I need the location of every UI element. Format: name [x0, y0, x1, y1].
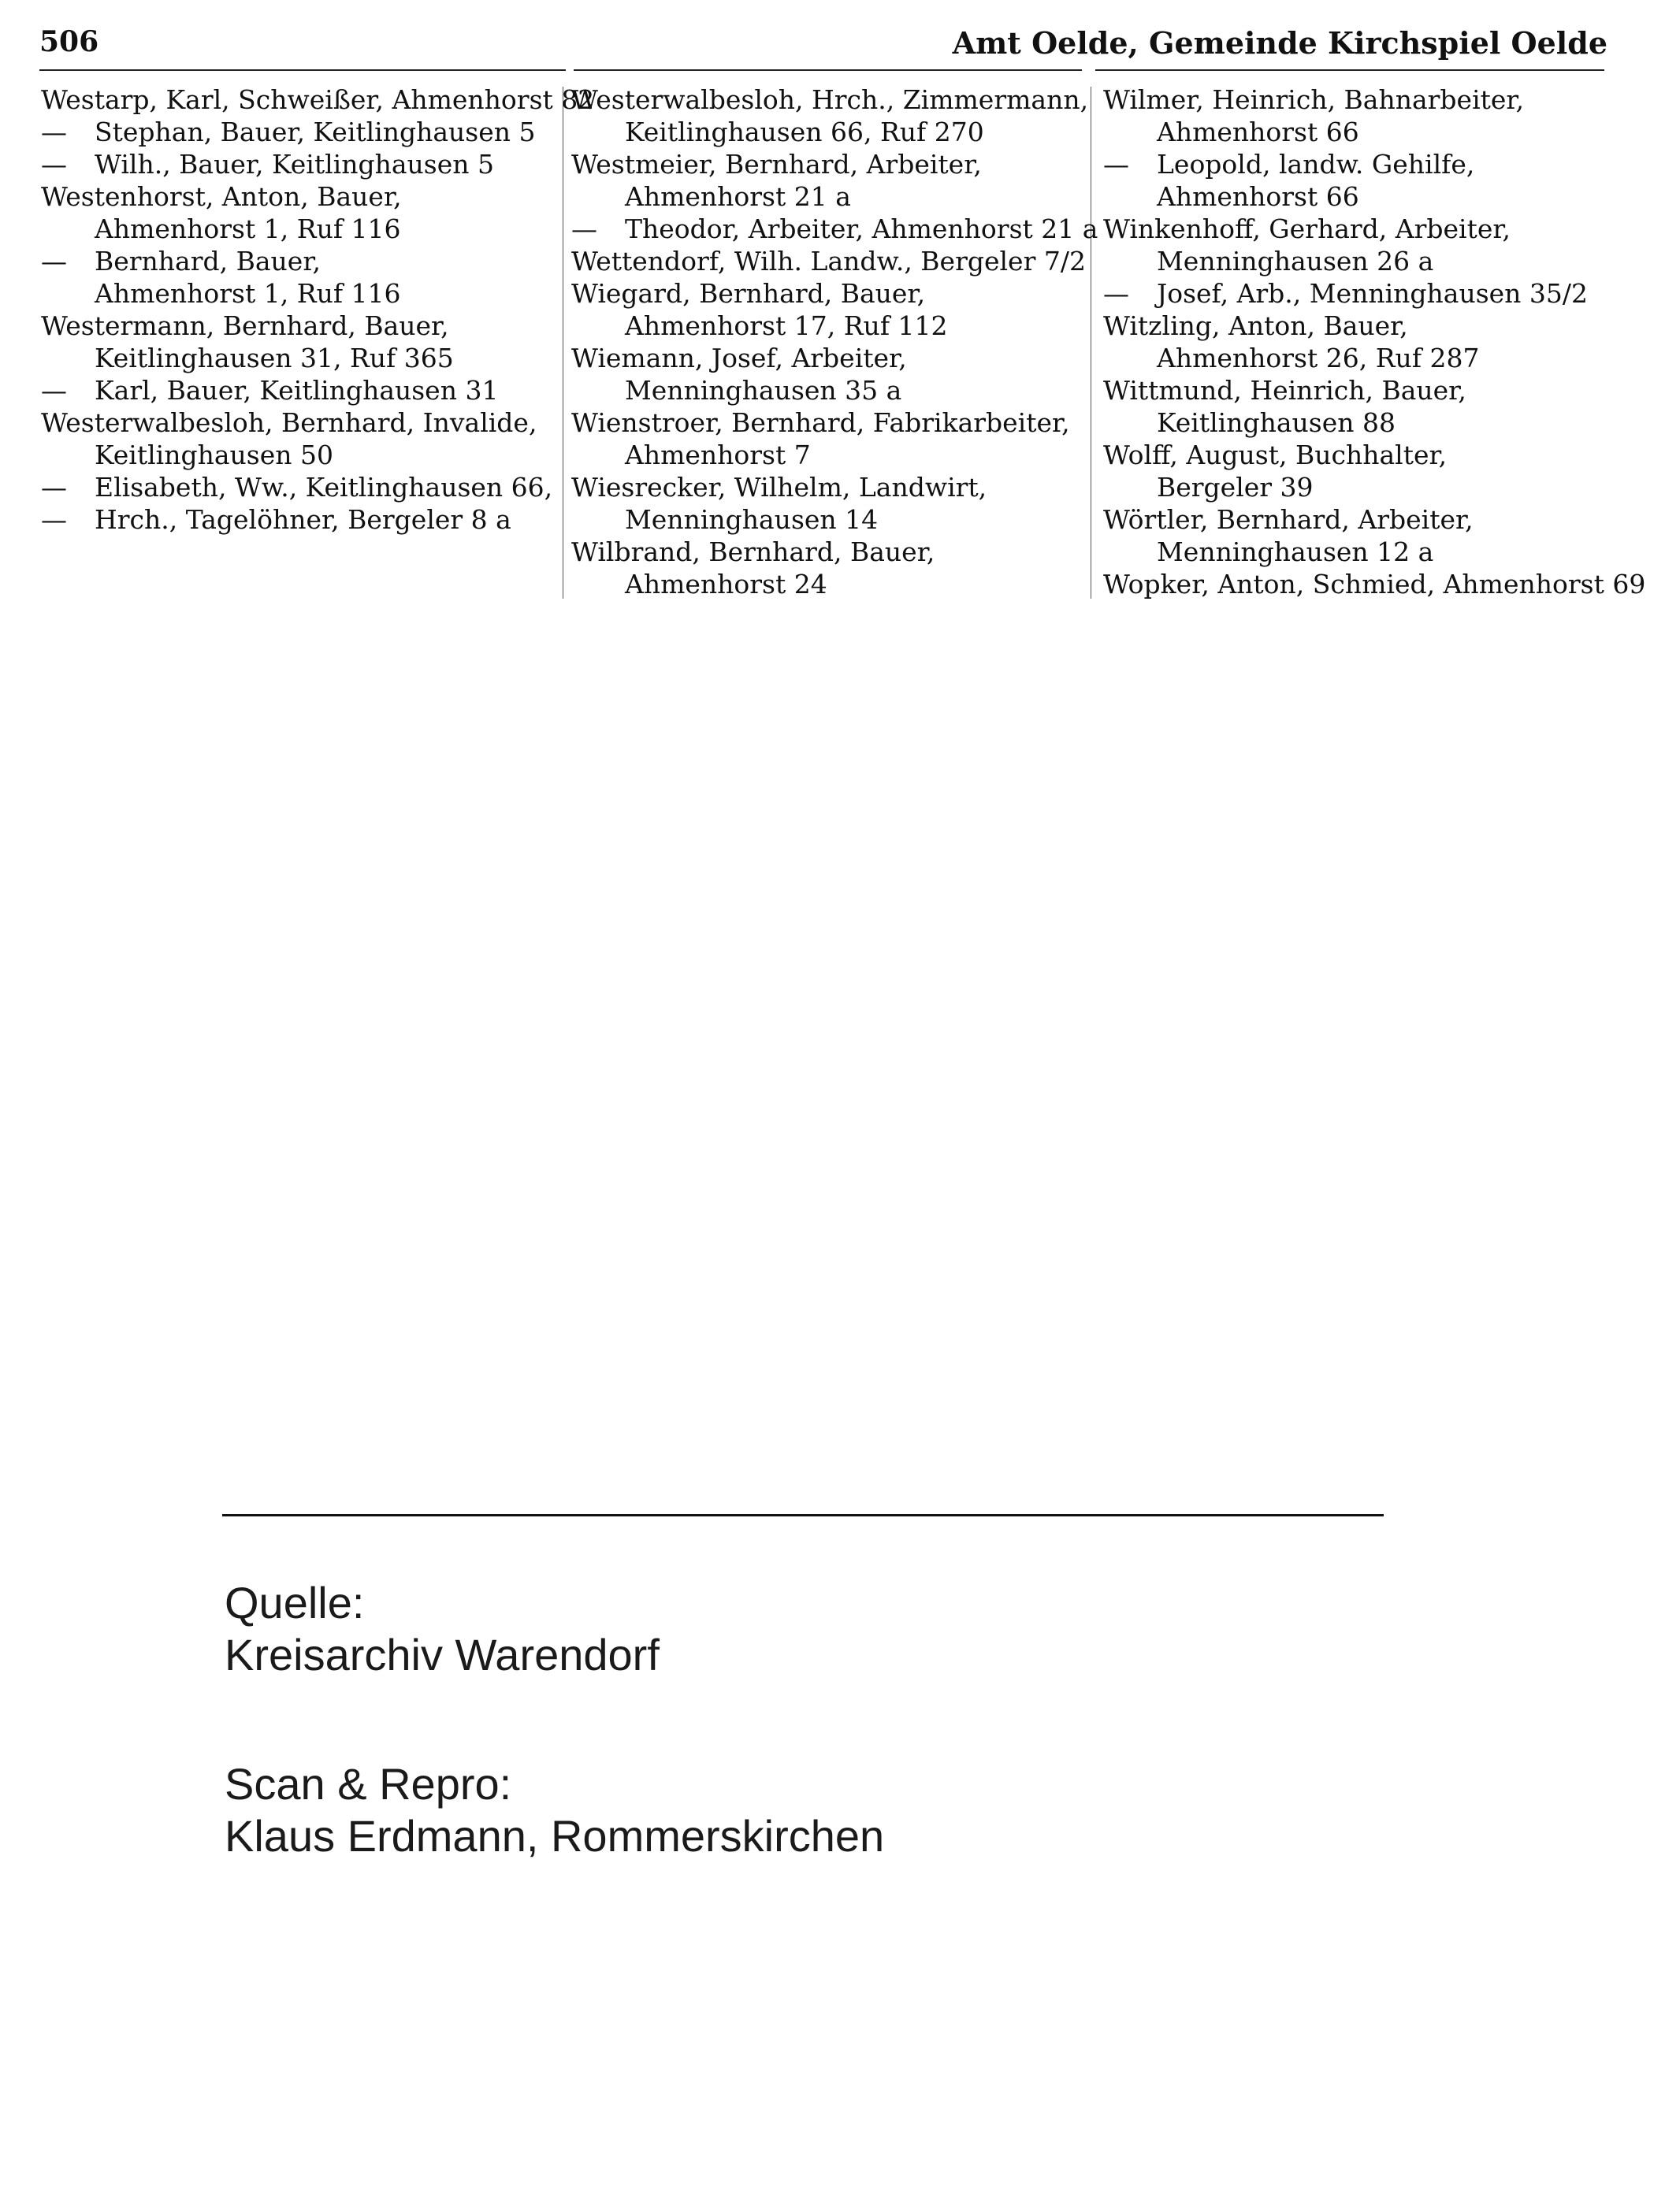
directory-entry — [1103, 84, 1631, 148]
entry-line — [571, 406, 1087, 439]
entry-continuation: Bergeler 39 — [1157, 472, 1314, 503]
directory-entry — [41, 180, 561, 245]
entry-text: Stephan, Bauer, Keitlinghausen 5 — [95, 117, 536, 147]
entry-text: Westerwalbesloh, Bernhard, Invalide, — [41, 407, 537, 438]
entry-continuation: Ahmenhorst 26, Ruf 287 — [1157, 343, 1480, 373]
entry-continuation: Ahmenhorst 24 — [625, 569, 827, 599]
entry-line — [41, 148, 561, 180]
entry-line — [571, 342, 1087, 374]
directory-entry — [41, 245, 561, 310]
entry-continuation: Ahmenhorst 17, Ruf 112 — [625, 310, 948, 341]
footer-rule — [222, 1514, 1384, 1516]
directory-entry — [41, 116, 561, 148]
entry-text: Wilh., Bauer, Keitlinghausen 5 — [95, 149, 494, 180]
entry-text: Westarp, Karl, Schweißer, Ahmenhorst 82 — [41, 84, 595, 115]
entry-text: Wittmund, Heinrich, Bauer, — [1103, 375, 1466, 406]
entry-continuation: Ahmenhorst 7 — [625, 440, 811, 470]
directory-entry — [571, 84, 1087, 148]
entry-line — [1103, 310, 1631, 342]
entry-continuation: Keitlinghausen 88 — [1157, 407, 1396, 438]
directory-entry — [41, 503, 561, 536]
entry-line — [41, 471, 561, 503]
entry-text: Wilbrand, Bernhard, Bauer, — [571, 536, 935, 567]
entry-continuation: Ahmenhorst 1, Ruf 116 — [95, 278, 401, 309]
directory-column-1 — [41, 84, 595, 596]
entry-text: Westerwalbesloh, Hrch., Zimmermann, — [571, 84, 1089, 115]
directory-entry — [571, 148, 1087, 213]
entry-text: Wolff, August, Buchhalter, — [1103, 440, 1448, 470]
directory-entry — [571, 471, 1087, 536]
directory-entry — [571, 213, 1098, 245]
entry-continuation: Menninghausen 12 a — [1157, 536, 1434, 567]
directory-entry — [1103, 277, 1631, 310]
entry-text: Westmeier, Bernhard, Arbeiter, — [571, 149, 982, 180]
source-block — [225, 1577, 1407, 1681]
entry-text: Wiemann, Josef, Arbeiter, — [571, 343, 907, 373]
entry-line — [41, 374, 561, 406]
ditto-dash: — — [1103, 149, 1129, 180]
directory-column-3 — [1103, 84, 1646, 599]
entry-line — [41, 406, 561, 439]
ditto-dash: — — [41, 149, 67, 180]
directory-entry — [1103, 213, 1631, 277]
entry-continuation: Keitlinghausen 66, Ruf 270 — [625, 117, 984, 147]
entry-text: Wiegard, Bernhard, Bauer, — [571, 278, 926, 309]
entry-line — [571, 245, 1087, 277]
entry-continuation: Ahmenhorst 1, Ruf 116 — [95, 213, 401, 244]
entry-line — [571, 148, 1087, 180]
directory-entry — [1103, 374, 1631, 439]
directory-entry — [571, 342, 1087, 406]
ditto-dash: — — [41, 375, 67, 406]
directory-entry — [41, 310, 561, 374]
scan-value: Klaus Erdmann, Rommerskirchen — [225, 1811, 885, 1861]
page-header — [39, 25, 1607, 72]
entry-line — [571, 471, 1087, 503]
entry-line — [41, 116, 561, 148]
entry-line — [41, 245, 561, 277]
entry-text: Witzling, Anton, Bauer, — [1103, 310, 1408, 341]
source-credits — [225, 1577, 1407, 1939]
entry-continuation: Menninghausen 14 — [625, 504, 879, 535]
entry-text: Westenhorst, Anton, Bauer, — [41, 181, 402, 212]
entry-text: Bernhard, Bauer, — [95, 246, 321, 276]
entry-line — [1103, 439, 1631, 471]
entry-text: Westermann, Bernhard, Bauer, — [41, 310, 449, 341]
entry-text: Wettendorf, Wilh. Landw., Bergeler 7/2 — [571, 246, 1086, 276]
scan-label: Scan & Repro: — [225, 1759, 512, 1809]
entry-text: Wiesrecker, Wilhelm, Landwirt, — [571, 472, 987, 503]
ditto-dash: — — [571, 213, 597, 244]
entry-continuation: Menninghausen 26 a — [1157, 246, 1434, 276]
entry-continuation: Ahmenhorst 66 — [1157, 181, 1359, 212]
entry-line — [41, 310, 561, 342]
ditto-dash: — — [41, 117, 67, 147]
entry-text: Wilmer, Heinrich, Bahnarbeiter, — [1103, 84, 1525, 115]
entry-continuation: Ahmenhorst 21 a — [625, 181, 851, 212]
scan-block — [225, 1758, 1407, 1862]
entry-text: Karl, Bauer, Keitlinghausen 31 — [95, 375, 499, 406]
entry-line — [1103, 84, 1631, 116]
entry-line — [1103, 213, 1631, 245]
entry-line — [41, 503, 561, 536]
header-rule-right — [1095, 69, 1604, 71]
entry-line — [1103, 277, 1631, 310]
page-number: 506 — [39, 25, 99, 58]
entry-line — [41, 84, 595, 116]
directory-entry — [571, 245, 1087, 277]
running-title: Amt Oelde, Gemeinde Kirchspiel Oelde — [952, 25, 1607, 61]
entry-line — [1103, 503, 1631, 536]
entry-continuation: Keitlinghausen 50 — [95, 440, 333, 470]
entry-line — [1103, 568, 1646, 600]
directory-entry — [41, 148, 561, 180]
entry-continuation: Menninghausen 35 a — [625, 375, 902, 406]
entry-text: Leopold, landw. Gehilfe, — [1157, 149, 1475, 180]
entry-text: Theodor, Arbeiter, Ahmenhorst 21 a — [625, 213, 1098, 244]
entry-text: Wienstroer, Bernhard, Fabrikarbeiter, — [571, 407, 1070, 438]
directory-entry — [1103, 568, 1646, 600]
directory-entry — [41, 374, 561, 406]
ditto-dash: — — [41, 472, 67, 503]
directory-column-2 — [571, 84, 1098, 599]
entry-line — [1103, 148, 1631, 180]
entry-text: Winkenhoff, Gerhard, Arbeiter, — [1103, 213, 1511, 244]
entry-line — [571, 213, 1098, 245]
header-rule-left — [39, 69, 566, 71]
directory-entry — [41, 84, 595, 116]
entry-text: Hrch., Tagelöhner, Bergeler 8 a — [95, 504, 511, 535]
entry-line — [571, 536, 1087, 568]
header-rule-middle — [574, 69, 1082, 71]
directory-entry — [571, 536, 1087, 600]
source-value: Kreisarchiv Warendorf — [225, 1630, 660, 1679]
entry-text: Wörtler, Bernhard, Arbeiter, — [1103, 504, 1474, 535]
entry-continuation: Keitlinghausen 31, Ruf 365 — [95, 343, 454, 373]
directory-entry — [41, 406, 561, 471]
directory-entry — [1103, 310, 1631, 374]
directory-entry — [1103, 439, 1631, 503]
entry-line — [1103, 374, 1631, 406]
directory-entry — [1103, 503, 1631, 568]
directory-entry — [41, 471, 561, 503]
ditto-dash: — — [41, 504, 67, 535]
entry-text: Elisabeth, Ww., Keitlinghausen 66, — [95, 472, 553, 503]
ditto-dash: — — [41, 246, 67, 276]
entry-line — [41, 180, 561, 213]
entry-text: Wopker, Anton, Schmied, Ahmenhorst 69 — [1103, 569, 1646, 599]
directory-entry — [1103, 148, 1631, 213]
directory-entry — [571, 406, 1087, 471]
entry-line — [571, 277, 1087, 310]
entry-line — [571, 84, 1087, 116]
source-label: Quelle: — [225, 1578, 365, 1627]
entry-text: Josef, Arb., Menninghausen 35/2 — [1157, 278, 1589, 309]
entry-continuation: Ahmenhorst 66 — [1157, 117, 1359, 147]
directory-entry — [571, 277, 1087, 342]
ditto-dash: — — [1103, 278, 1129, 309]
